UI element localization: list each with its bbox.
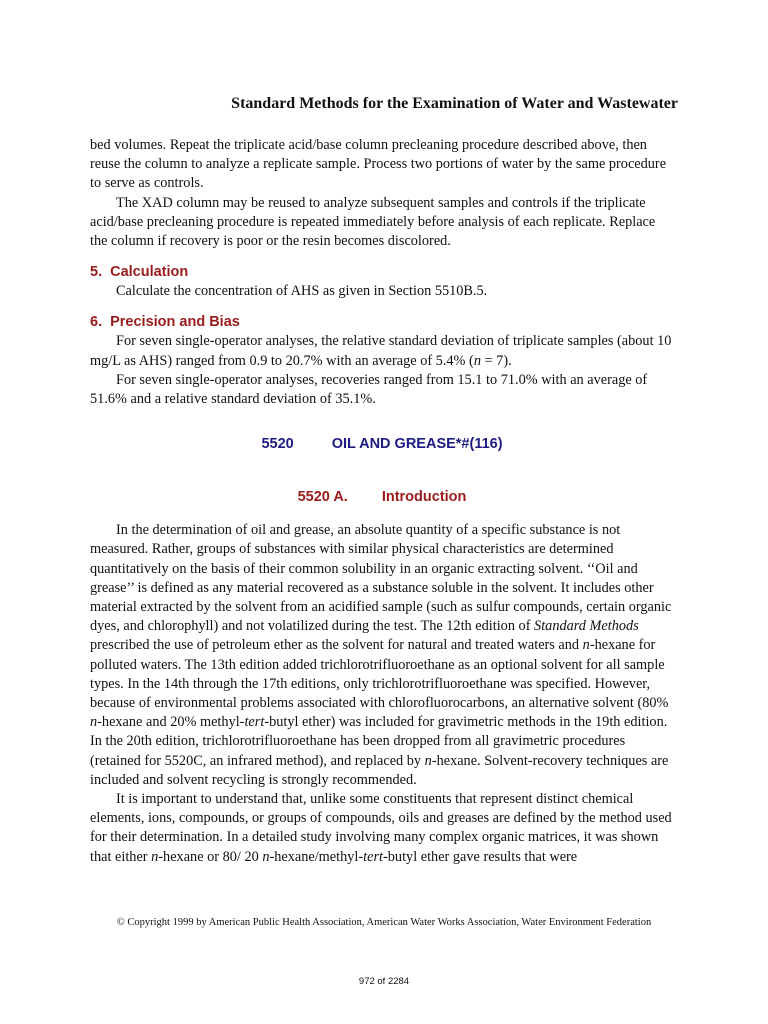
paragraph-precision-2: For seven single-operator analyses, recoveries ranged from 15.1 to 71.0% with an average of 51.6% and a relative standard deviation of 35.1%.: [90, 371, 648, 408]
italic-run: n: [151, 848, 159, 865]
section-title: Precision and Bias: [110, 314, 240, 331]
section-heading-precision-bias: [90, 313, 674, 332]
italic-run: n: [473, 352, 481, 369]
subsection-name: Introduction: [381, 489, 467, 506]
italic-run: tert: [244, 714, 265, 731]
italic-run: tert: [363, 848, 384, 865]
section-heading-calculation: [90, 263, 674, 282]
text-run: prescribed the use of petroleum ether as the solvent for natural and treated waters and: [90, 637, 583, 654]
italic-run: n: [582, 637, 590, 654]
text-run: -hexane and 20% methyl-: [97, 714, 245, 731]
section-number: 6.: [90, 314, 103, 331]
paragraph-xad-column: The XAD column may be reused to analyze subsequent samples and controls if the triplicate acid/base precleaning procedure is repeated immediately before analysis of each replicate. Replace the column if recovery is poor or the resin becomes discolored.: [90, 194, 656, 250]
text-run: -hexane for polluted waters. The 13th edition added trichlorotrifluoroethane as an optional solvent for all sample types. In the 14th through the 17th editions, only trichlorotrifluoroethane was specified. However, because of environmental problems associated with chlorofluorocarbons, an alternative solvent (80%: [90, 637, 669, 712]
text-run: -butyl ether) was included for gravimetric methods in the 19th edition. In the 20th edition, trichlorotrifluoroethane has been dropped from all gravimetric procedures (retained for 5520C, an infrared method), and replaced by: [90, 714, 668, 769]
document-body: [90, 136, 674, 867]
italic-run: n: [424, 752, 432, 769]
text-run: For seven single-operator analyses, the relative standard deviation of triplicate samples (about 10 mg/L as AHS) ranged from 0.9 to 20.7% with an average of 5.4% (: [90, 333, 672, 369]
paragraph-continuation: bed volumes. Repeat the triplicate acid/base column precleaning procedure described above, then reuse the column to analyze a replicate sample. Process two portions of water by the same procedure to serve as controls.: [90, 137, 667, 192]
text-run: It is important to understand that, unlike some constituents that represent distinct chemical elements, ions, compounds, or groups of compounds, oils and greases are defined by the method used for their determination. In a detailed study involving many complex organic matrices, it was shown that either: [90, 791, 672, 865]
paragraph-intro-1: [90, 521, 674, 790]
text-run: -hexane/methyl-: [269, 848, 364, 865]
italic-run: n: [90, 714, 98, 731]
subsection-code: 5520 A.: [297, 489, 348, 506]
italic-run: Standard Methods: [534, 618, 639, 635]
text-run: In the determination of oil and grease, an absolute quantity of a specific substance is not measured. Rather, groups of substances with similar physical characteristics are determined quantitatively on the basis of their common solubility in an organic extracting solvent. ‘‘Oil and grease’’ is defined as any material recovered as a substance soluble in the solvent. It includes other material extracted by the solvent from an acidified sample (such as sulfur compounds, certain organic dyes, and chlorophyll) and not volatilized during the test. The 12th edition of: [90, 522, 672, 635]
paragraph-intro-2: [90, 790, 674, 867]
page-number: 972 of 2284: [358, 976, 410, 987]
text-run: -hexane or 80/ 20: [158, 848, 263, 865]
section-title: Calculation: [110, 264, 189, 281]
text-run: = 7).: [480, 352, 512, 369]
copyright-notice: © Copyright 1999 by American Public Health Association, American Water Works Association, Water Environment Federation: [116, 917, 652, 928]
text-run: -butyl ether gave results that were: [383, 848, 578, 865]
italic-run: n: [262, 848, 270, 865]
section-number: 5.: [90, 264, 103, 281]
paragraph-calculation: Calculate the concentration of AHS as given in Section 5510B.5.: [116, 283, 488, 300]
method-title: [90, 435, 674, 454]
text-run: -hexane. Solvent-recovery techniques are included and solvent recycling is strongly recommended.: [90, 752, 669, 788]
running-header: Standard Methods for the Examination of Water and Wastewater: [231, 95, 678, 112]
subsection-title: [90, 488, 674, 507]
method-name: OIL AND GREASE*#(116): [331, 436, 503, 453]
paragraph-precision-1: [90, 332, 674, 370]
method-code: 5520: [261, 436, 294, 453]
